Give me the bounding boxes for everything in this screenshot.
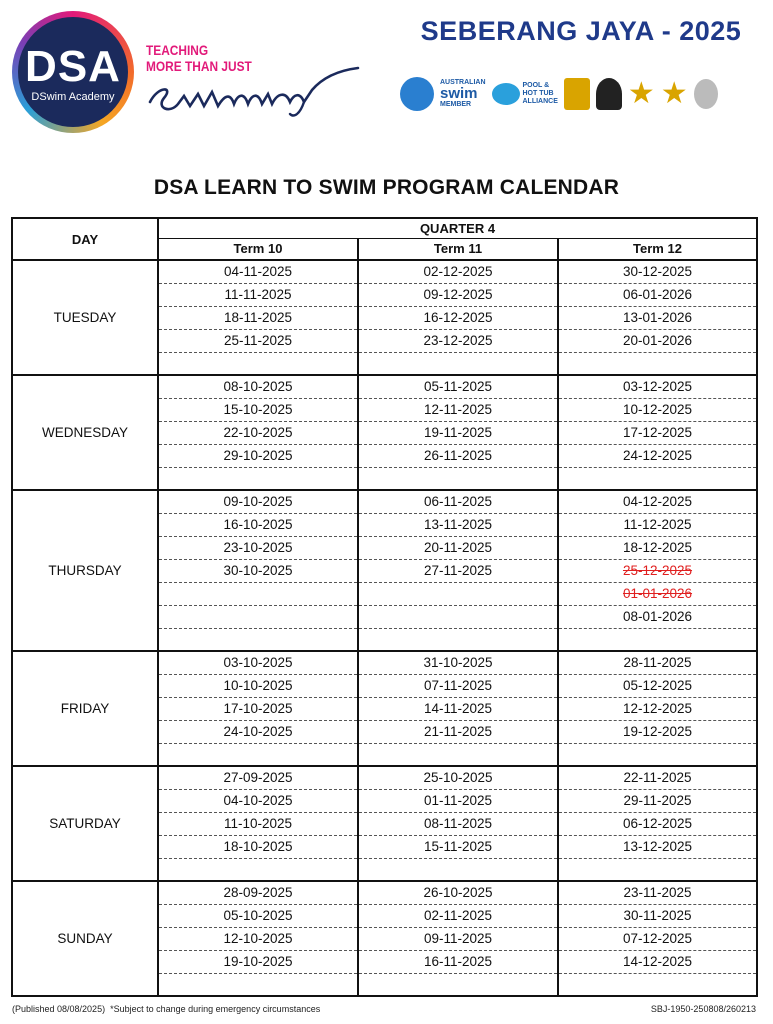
session-date-cell — [558, 812, 757, 835]
session-date-cell — [358, 306, 558, 329]
session-date-cell — [358, 812, 558, 835]
session-date: 14-11-2025 — [423, 701, 493, 716]
session-date: 29-10-2025 — [223, 448, 293, 463]
session-date: 02-11-2025 — [423, 908, 493, 923]
day-name: THURSDAY — [12, 490, 158, 651]
session-date-cell — [558, 582, 757, 605]
session-date-cell — [358, 467, 558, 490]
session-date-cell — [558, 789, 757, 812]
session-date-cell — [558, 513, 757, 536]
table-row — [12, 651, 757, 674]
session-date: 16-11-2025 — [423, 954, 493, 969]
session-date: 05-11-2025 — [423, 379, 493, 395]
session-date: 15-10-2025 — [223, 402, 293, 417]
session-date: 16-12-2025 — [423, 310, 493, 325]
session-date-cell — [158, 375, 358, 398]
australian-swim-member-badge-icon — [440, 76, 486, 112]
certified-seal-badge-icon — [694, 76, 718, 112]
session-date-cell — [158, 490, 358, 513]
session-date: 04-10-2025 — [223, 793, 293, 808]
session-date: 09-11-2025 — [423, 931, 493, 946]
session-date-cell — [158, 513, 358, 536]
session-date-cell — [358, 605, 558, 628]
session-date-cell — [558, 605, 757, 628]
star-award-badge-icon: ★ — [660, 77, 688, 110]
session-date: 25-10-2025 — [423, 770, 493, 786]
session-date-cell — [558, 421, 757, 444]
session-date-cell — [558, 674, 757, 697]
session-date: 23-12-2025 — [423, 333, 493, 348]
page-header — [0, 0, 773, 150]
quarter-header: QUARTER 4 — [158, 218, 757, 238]
session-date: 03-10-2025 — [223, 655, 293, 671]
session-date-cell — [558, 559, 757, 582]
session-date: 26-11-2025 — [423, 448, 493, 463]
session-date: 22-10-2025 — [223, 425, 293, 440]
session-date-cell — [558, 835, 757, 858]
session-date: 08-11-2025 — [423, 816, 493, 831]
winner-award-badge-icon — [564, 76, 590, 112]
session-date-cell — [558, 973, 757, 996]
session-date-cell — [158, 467, 358, 490]
award-badges — [400, 72, 760, 116]
session-date-cell — [158, 697, 358, 720]
session-date-cell — [358, 513, 558, 536]
table-row — [12, 881, 757, 904]
session-date: 04-12-2025 — [622, 494, 693, 510]
session-date-cell — [358, 444, 558, 467]
session-date-cell — [358, 260, 558, 283]
session-date-cell — [158, 674, 358, 697]
session-date-cell — [158, 398, 358, 421]
session-date-cell — [558, 490, 757, 513]
badge-hottub-label: HOT TUB — [522, 90, 554, 97]
table-row — [12, 490, 757, 513]
session-date: 11-10-2025 — [223, 816, 293, 831]
session-date-cell — [158, 421, 358, 444]
session-date: 25-11-2025 — [223, 333, 293, 348]
session-date-cell — [558, 766, 757, 789]
session-date: 04-11-2025 — [223, 264, 293, 280]
session-date-cell — [158, 973, 358, 996]
session-date: 30-12-2025 — [622, 264, 693, 280]
session-date-cell — [558, 467, 757, 490]
session-date: 24-12-2025 — [622, 448, 693, 463]
session-date-cell — [358, 766, 558, 789]
session-date: 16-10-2025 — [223, 517, 293, 532]
session-date: 18-11-2025 — [223, 310, 293, 325]
session-date: 18-10-2025 — [223, 839, 293, 854]
session-date-cell — [358, 490, 558, 513]
session-date-cell — [158, 950, 358, 973]
session-date-cell — [558, 375, 757, 398]
session-date: 14-12-2025 — [622, 954, 693, 969]
session-date-cell — [558, 306, 757, 329]
day-name: SUNDAY — [12, 881, 158, 996]
session-date-cell — [558, 444, 757, 467]
session-date: 28-09-2025 — [223, 885, 293, 901]
session-date-cell — [358, 720, 558, 743]
session-date-cell — [158, 927, 358, 950]
session-date: 01-11-2025 — [423, 793, 493, 808]
session-date-cell — [358, 536, 558, 559]
footer-note — [12, 1004, 320, 1014]
session-date-cell — [158, 766, 358, 789]
session-date-cell — [558, 950, 757, 973]
session-date: 13-11-2025 — [423, 517, 493, 532]
document-code: SBJ-1950-250808/260213 — [650, 1004, 756, 1014]
day-name: SATURDAY — [12, 766, 158, 881]
session-date: 08-01-2026 — [622, 609, 693, 624]
badge-swim-label: swim — [440, 85, 478, 102]
session-date: 13-01-2026 — [622, 310, 693, 325]
session-date-cell — [558, 651, 757, 674]
session-date-cell — [358, 628, 558, 651]
term-header: Term 10 — [158, 238, 358, 260]
swimming-script-logo — [144, 62, 364, 118]
cancelled-session-date: 01-01-2026 — [622, 586, 693, 601]
session-date: 27-09-2025 — [223, 770, 293, 786]
session-date: 19-11-2025 — [423, 425, 493, 440]
session-date: 10-10-2025 — [223, 678, 293, 693]
session-date-cell — [558, 398, 757, 421]
change-disclaimer: *Subject to change during emergency circumstances — [110, 1004, 321, 1014]
session-date: 12-10-2025 — [223, 931, 293, 946]
session-date-cell — [358, 421, 558, 444]
session-date: 26-10-2025 — [423, 885, 493, 901]
session-date-cell — [358, 904, 558, 927]
pool-hot-tub-alliance-badge-icon — [492, 76, 558, 112]
session-date-cell — [358, 950, 558, 973]
logo-text: DSA — [25, 42, 121, 91]
session-date: 31-10-2025 — [423, 655, 493, 671]
session-date: 09-10-2025 — [223, 494, 293, 510]
session-date-cell — [158, 789, 358, 812]
session-date: 12-12-2025 — [622, 701, 693, 716]
table-row — [12, 375, 757, 398]
session-date-cell — [558, 904, 757, 927]
session-date: 17-12-2025 — [622, 425, 693, 440]
session-date: 02-12-2025 — [423, 264, 493, 280]
published-date: (Published 08/08/2025) — [12, 1004, 106, 1014]
table-row — [12, 260, 757, 283]
session-date-cell — [358, 283, 558, 306]
calendar-title: DSA LEARN TO SWIM PROGRAM CALENDAR — [153, 176, 620, 199]
dsa-logo — [12, 11, 134, 133]
session-date-cell — [558, 260, 757, 283]
session-date: 28-11-2025 — [623, 655, 692, 671]
session-date: 11-11-2025 — [224, 287, 292, 302]
session-date: 15-11-2025 — [423, 839, 493, 854]
session-date-cell — [158, 651, 358, 674]
session-date-cell — [558, 743, 757, 766]
session-date-cell — [158, 835, 358, 858]
tagline-line1: TEACHING — [146, 42, 209, 58]
session-date-cell — [158, 812, 358, 835]
session-date-cell — [158, 628, 358, 651]
session-date: 22-11-2025 — [623, 770, 692, 786]
session-date-cell — [558, 536, 757, 559]
session-date-cell — [158, 881, 358, 904]
session-date-cell — [158, 720, 358, 743]
session-date-cell — [358, 927, 558, 950]
session-date: 21-11-2025 — [423, 724, 493, 739]
dsa-logo-inner — [18, 17, 128, 127]
location-title: SEBERANG JAYA - 2025 — [420, 16, 742, 46]
session-date: 24-10-2025 — [223, 724, 293, 739]
session-date-cell — [358, 789, 558, 812]
session-date-cell — [158, 260, 358, 283]
session-date: 12-11-2025 — [423, 402, 493, 417]
session-date: 19-12-2025 — [622, 724, 693, 739]
award-shield-badge-icon — [596, 76, 622, 112]
session-date-cell — [358, 651, 558, 674]
session-date: 27-11-2025 — [423, 563, 493, 578]
session-date-cell — [358, 352, 558, 375]
day-name: WEDNESDAY — [12, 375, 158, 490]
session-date: 10-12-2025 — [622, 402, 693, 417]
session-date: 03-12-2025 — [622, 379, 693, 395]
term-header: Term 11 — [358, 238, 558, 260]
session-date: 06-11-2025 — [423, 494, 493, 510]
badge-pool-label: POOL & — [522, 82, 550, 89]
session-date: 23-10-2025 — [223, 540, 293, 555]
session-date: 23-11-2025 — [623, 885, 692, 901]
session-date: 08-10-2025 — [223, 379, 293, 395]
session-date: 07-11-2025 — [423, 678, 493, 693]
session-date: 05-10-2025 — [223, 908, 293, 923]
session-date-cell — [558, 858, 757, 881]
session-date-cell — [158, 283, 358, 306]
session-date: 13-12-2025 — [622, 839, 693, 854]
session-date-cell — [358, 582, 558, 605]
session-date: 19-10-2025 — [223, 954, 293, 969]
session-date-cell — [358, 743, 558, 766]
session-date-cell — [558, 881, 757, 904]
day-name: FRIDAY — [12, 651, 158, 766]
cancelled-session-date: 25-12-2025 — [622, 563, 693, 578]
badge-member-label: MEMBER — [440, 101, 472, 108]
session-date-cell — [158, 306, 358, 329]
session-date-cell — [558, 720, 757, 743]
session-date-cell — [158, 352, 358, 375]
session-date-cell — [358, 559, 558, 582]
session-date: 29-11-2025 — [623, 793, 692, 808]
session-date: 30-11-2025 — [623, 908, 692, 923]
session-date-cell — [358, 973, 558, 996]
session-date-cell — [158, 605, 358, 628]
session-date-cell — [358, 858, 558, 881]
calendar-body — [12, 260, 757, 996]
program-calendar-table — [11, 217, 758, 997]
session-date-cell — [558, 628, 757, 651]
session-date-cell — [558, 283, 757, 306]
table-row — [12, 766, 757, 789]
session-date: 11-12-2025 — [623, 517, 692, 532]
session-date: 20-11-2025 — [423, 540, 493, 555]
session-date: 30-10-2025 — [223, 563, 293, 578]
session-date: 05-12-2025 — [622, 678, 693, 693]
session-date-cell — [158, 536, 358, 559]
session-date-cell — [358, 375, 558, 398]
session-date-cell — [358, 835, 558, 858]
session-date-cell — [558, 697, 757, 720]
session-date-cell — [358, 329, 558, 352]
badge-alliance-label: ALLIANCE — [522, 98, 558, 105]
session-date-cell — [158, 743, 358, 766]
session-date-cell — [158, 444, 358, 467]
session-date: 07-12-2025 — [622, 931, 693, 946]
star-award-badge-icon: ★ — [627, 77, 655, 110]
session-date-cell — [158, 329, 358, 352]
session-date-cell — [558, 352, 757, 375]
logo-subtitle: DSwim Academy — [31, 91, 115, 103]
session-date-cell — [158, 582, 358, 605]
session-date: 09-12-2025 — [423, 287, 493, 302]
session-date-cell — [158, 559, 358, 582]
session-date: 18-12-2025 — [622, 540, 693, 555]
session-date-cell — [558, 927, 757, 950]
session-date-cell — [158, 904, 358, 927]
session-date: 06-12-2025 — [622, 816, 693, 831]
day-column-header: DAY — [12, 218, 158, 260]
session-date-cell — [358, 398, 558, 421]
session-date-cell — [558, 329, 757, 352]
session-date: 17-10-2025 — [223, 701, 293, 716]
day-name: TUESDAY — [12, 260, 158, 375]
session-date: 20-01-2026 — [622, 333, 693, 348]
session-date: 06-01-2026 — [622, 287, 693, 302]
session-date-cell — [358, 674, 558, 697]
session-date-cell — [358, 881, 558, 904]
badge-australian-label: AUSTRALIAN — [440, 79, 486, 86]
tagline-line2: MORE THAN JUST — [146, 58, 252, 74]
certification-badge-icon — [400, 76, 434, 112]
session-date-cell — [158, 858, 358, 881]
term-header: Term 12 — [558, 238, 757, 260]
session-date-cell — [358, 697, 558, 720]
